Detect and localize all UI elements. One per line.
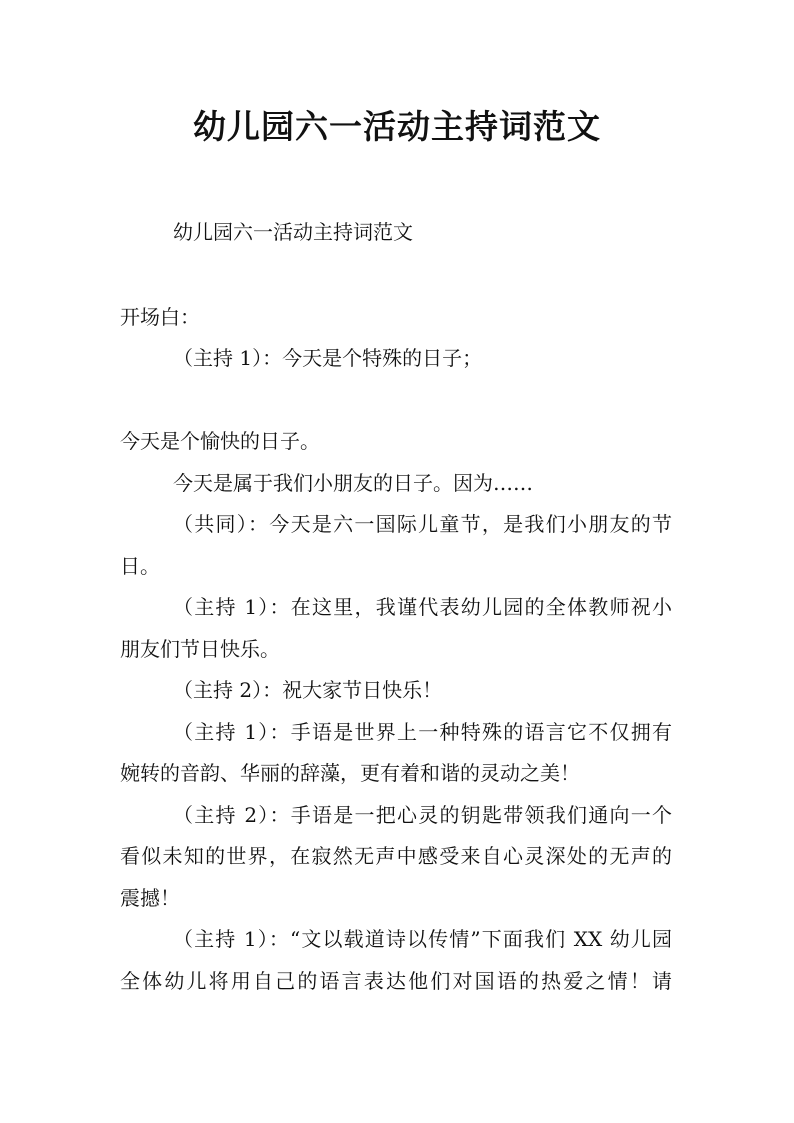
paragraph-line: 震撼！ [120, 886, 180, 910]
paragraph-line: （主持 1）：“文以载道诗以传情”下面我们 XX 幼儿园 [173, 927, 672, 951]
paragraph-line: 全体幼儿将用自己的语言表达他们对国语的热爱之情！请 [120, 969, 672, 993]
paragraph-line: （主持 2）：手语是一把心灵的钥匙带领我们通向一个 [173, 803, 672, 827]
document-subtitle: 幼儿园六一活动主持词范文 [173, 220, 413, 244]
paragraph-line: （主持 1）：手语是世界上一种特殊的语言它不仅拥有 [173, 720, 672, 744]
paragraph-line: （共同）：今天是六一国际儿童节，是我们小朋友的节 [173, 512, 672, 536]
paragraph-line: 今天是属于我们小朋友的日子。因为…… [173, 471, 533, 495]
paragraph-line: 婉转的音韵、华丽的辞藻，更有着和谐的灵动之美！ [120, 761, 580, 785]
paragraph-line: 开场白： [120, 305, 200, 329]
paragraph-line: （主持 1）：在这里，我谨代表幼儿园的全体教师祝小 [173, 595, 672, 619]
document-title: 幼儿园六一活动主持词范文 [193, 107, 601, 146]
paragraph-line: 今天是个愉快的日子。 [120, 429, 320, 453]
paragraph-line: （主持 1）：今天是个特殊的日子； [173, 346, 483, 370]
paragraph-line: （主持 2）：祝大家节日快乐！ [173, 678, 443, 702]
paragraph-line: 朋友们节日快乐。 [120, 637, 280, 661]
paragraph-line: 看似未知的世界，在寂然无声中感受来自心灵深处的无声的 [120, 844, 672, 868]
paragraph-line: 日。 [120, 554, 160, 578]
